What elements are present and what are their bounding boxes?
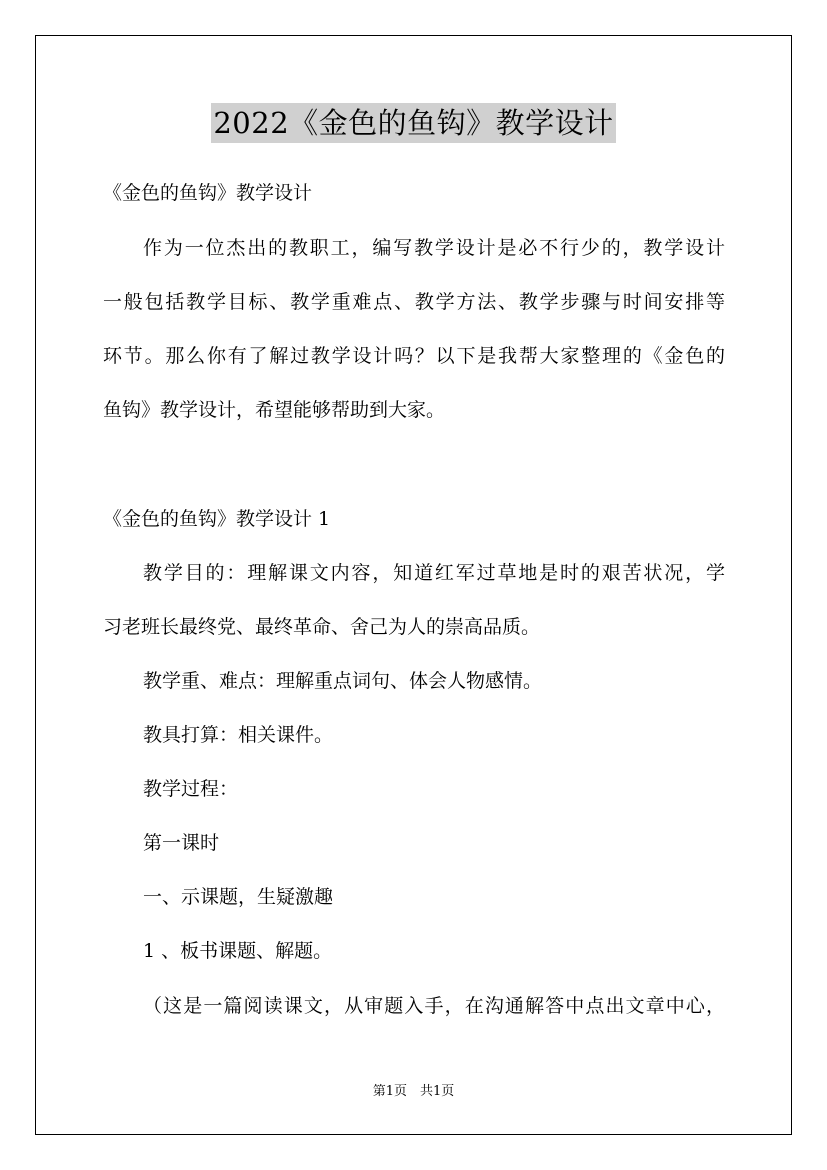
subtitle: 《金色的鱼钩》教学设计 [103,182,313,204]
process-heading: 教学过程： [143,778,239,800]
lesson-heading: 第一课时 [143,832,220,854]
goal-line-2: 习老班长最终党、最终革命、舍己为人的崇高品质。 [103,616,541,638]
intro-line-4: 鱼钩》教学设计，希望能够帮助到大家。 [103,399,446,421]
goal-line-1: 教学目的：理解课文内容，知道红军过草地是时的艰苦状况，学 [143,562,725,584]
note-line: （这是一篇阅读课文，从审题入手，在沟通解答中点出文章中心， [143,995,725,1017]
key-points: 教学重、难点：理解重点词句、体会人物感情。 [143,670,543,692]
document-title: 2022《金色的鱼钩》教学设计 [211,103,615,143]
intro-line-1: 作为一位杰出的教职工，编写教学设计是必不行少的，教学设计 [143,237,725,259]
section-heading: 《金色的鱼钩》教学设计 1 [103,508,331,530]
intro-line-2: 一般包括教学目标、教学重难点、教学方法、教学步骤与时间安排等 [103,291,725,313]
page-footer: 第1页 共1页 [372,1084,455,1099]
title-wrap [0,103,827,143]
materials: 教具打算：相关课件。 [143,724,334,746]
step-one-item: 1 、板书课题、解题。 [143,940,333,962]
step-one: 一、示课题，生疑激趣 [143,886,334,908]
intro-line-3: 环节。那么你有了解过教学设计吗？以下是我帮大家整理的《金色的 [103,345,725,367]
